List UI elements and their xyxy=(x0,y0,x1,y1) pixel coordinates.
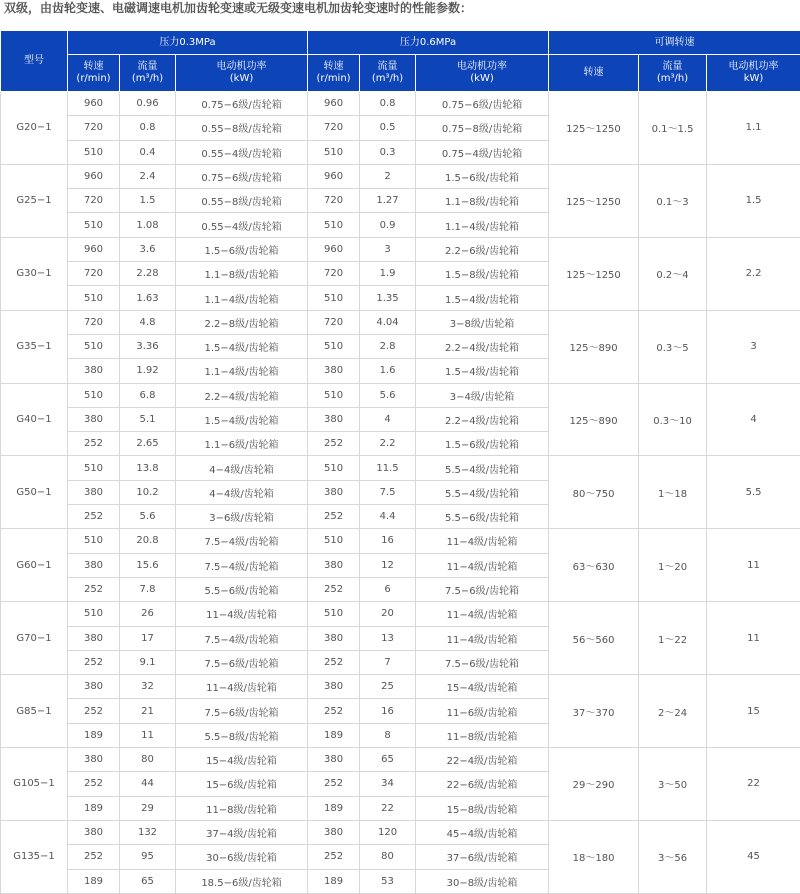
speed-cell: 510 xyxy=(308,383,360,407)
power-cell: 7.5−4级/齿轮箱 xyxy=(176,626,308,650)
flow-cell: 20 xyxy=(360,602,416,626)
speed-cell: 960 xyxy=(308,237,360,261)
speed-cell: 960 xyxy=(308,92,360,116)
adj-speed-cell: 125～1250 xyxy=(549,164,639,237)
speed-cell: 960 xyxy=(308,164,360,188)
power-cell: 1.1−4级/齿轮箱 xyxy=(176,286,308,310)
adj-power-cell: 1.1 xyxy=(707,92,800,165)
power-cell: 2.2−4级/齿轮箱 xyxy=(416,334,549,358)
flow-cell: 95 xyxy=(120,845,176,869)
flow-cell: 8 xyxy=(360,723,416,747)
adj-speed-cell: 63～630 xyxy=(549,529,639,602)
flow-cell: 5.6 xyxy=(120,505,176,529)
flow-cell: 20.8 xyxy=(120,529,176,553)
header-pressure-03: 压力0.3MPa xyxy=(68,31,308,55)
table-row xyxy=(1,529,800,553)
speed-cell: 510 xyxy=(68,334,120,358)
header-adj-speed: 转速 xyxy=(549,55,639,92)
model-cell: G85−1 xyxy=(1,675,68,748)
speed-cell: 252 xyxy=(308,772,360,796)
flow-cell: 13.8 xyxy=(120,456,176,480)
model-cell: G105−1 xyxy=(1,748,68,821)
speed-cell: 252 xyxy=(308,650,360,674)
flow-cell: 2.2 xyxy=(360,432,416,456)
speed-cell: 189 xyxy=(68,723,120,747)
power-cell: 0.75−4级/齿轮箱 xyxy=(416,140,549,164)
speed-cell: 252 xyxy=(68,845,120,869)
adj-flow-cell: 0.1～1.5 xyxy=(639,92,707,165)
table-row xyxy=(1,820,800,844)
flow-cell: 22 xyxy=(360,796,416,820)
power-cell: 30−8级/齿轮箱 xyxy=(416,869,549,893)
header-flow: 流量 (m³/h) xyxy=(120,55,176,92)
header-adj-power: 电动机功率 kW) xyxy=(707,55,800,92)
header-adj-flow: 流量 (m³/h) xyxy=(639,55,707,92)
power-cell: 18.5−6级/齿轮箱 xyxy=(176,869,308,893)
flow-cell: 4.4 xyxy=(360,505,416,529)
speed-cell: 510 xyxy=(68,602,120,626)
header-flow: 流量 (m³/h) xyxy=(360,55,416,92)
adj-power-cell: 11 xyxy=(707,529,800,602)
flow-cell: 1.08 xyxy=(120,213,176,237)
model-cell: G50−1 xyxy=(1,456,68,529)
flow-cell: 2.28 xyxy=(120,262,176,286)
flow-cell: 53 xyxy=(360,869,416,893)
power-cell: 1.5−4级/齿轮箱 xyxy=(416,359,549,383)
power-cell: 0.75−8级/齿轮箱 xyxy=(416,116,549,140)
adj-power-cell: 15 xyxy=(707,675,800,748)
power-cell: 7.5−4级/齿轮箱 xyxy=(176,553,308,577)
flow-cell: 0.8 xyxy=(360,92,416,116)
power-cell: 37−6级/齿轮箱 xyxy=(416,845,549,869)
flow-cell: 16 xyxy=(360,529,416,553)
power-cell: 15−4级/齿轮箱 xyxy=(176,748,308,772)
flow-cell: 44 xyxy=(120,772,176,796)
flow-cell: 2.8 xyxy=(360,334,416,358)
speed-cell: 380 xyxy=(308,675,360,699)
adj-flow-cell: 1～20 xyxy=(639,529,707,602)
power-cell: 7.5−6级/齿轮箱 xyxy=(416,577,549,601)
speed-cell: 510 xyxy=(308,286,360,310)
adj-speed-cell: 125～890 xyxy=(549,310,639,383)
header-pressure-06: 压力0.6MPa xyxy=(308,31,549,55)
flow-cell: 26 xyxy=(120,602,176,626)
flow-cell: 12 xyxy=(360,553,416,577)
model-cell: G20−1 xyxy=(1,92,68,165)
speed-cell: 189 xyxy=(308,796,360,820)
flow-cell: 0.9 xyxy=(360,213,416,237)
speed-cell: 252 xyxy=(308,845,360,869)
power-cell: 30−6级/齿轮箱 xyxy=(176,845,308,869)
power-cell: 3−8级/齿轮箱 xyxy=(416,310,549,334)
adj-flow-cell: 0.2～4 xyxy=(639,237,707,310)
power-cell: 1.5−4级/齿轮箱 xyxy=(416,286,549,310)
power-cell: 0.75−6级/齿轮箱 xyxy=(176,164,308,188)
power-cell: 3−6级/齿轮箱 xyxy=(176,505,308,529)
flow-cell: 65 xyxy=(360,748,416,772)
power-cell: 7.5−6级/齿轮箱 xyxy=(176,699,308,723)
flow-cell: 0.4 xyxy=(120,140,176,164)
speed-cell: 252 xyxy=(308,699,360,723)
power-cell: 0.75−6级/齿轮箱 xyxy=(416,92,549,116)
power-cell: 1.5−8级/齿轮箱 xyxy=(416,262,549,286)
flow-cell: 6.8 xyxy=(120,383,176,407)
header-power: 电动机功率 (kW) xyxy=(176,55,308,92)
power-cell: 5.5−4级/齿轮箱 xyxy=(416,456,549,480)
table-row xyxy=(1,675,800,699)
speed-cell: 380 xyxy=(68,553,120,577)
speed-cell: 380 xyxy=(68,359,120,383)
flow-cell: 4.04 xyxy=(360,310,416,334)
flow-cell: 0.5 xyxy=(360,116,416,140)
adj-flow-cell: 0.3～10 xyxy=(639,383,707,456)
table-row xyxy=(1,748,800,772)
power-cell: 1.1−4级/齿轮箱 xyxy=(176,359,308,383)
model-cell: G60−1 xyxy=(1,529,68,602)
speed-cell: 380 xyxy=(68,407,120,431)
flow-cell: 5.6 xyxy=(360,383,416,407)
flow-cell: 2.4 xyxy=(120,164,176,188)
speed-cell: 380 xyxy=(308,407,360,431)
flow-cell: 1.35 xyxy=(360,286,416,310)
flow-cell: 1.9 xyxy=(360,262,416,286)
table-row xyxy=(1,456,800,480)
speed-cell: 510 xyxy=(308,602,360,626)
power-cell: 11−4级/齿轮箱 xyxy=(176,602,308,626)
table-row xyxy=(1,310,800,334)
model-cell: G135−1 xyxy=(1,820,68,893)
flow-cell: 0.3 xyxy=(360,140,416,164)
power-cell: 1.5−6级/齿轮箱 xyxy=(416,164,549,188)
header-model: 型号 xyxy=(1,31,68,92)
power-cell: 11−8级/齿轮箱 xyxy=(176,796,308,820)
power-cell: 1.5−6级/齿轮箱 xyxy=(416,432,549,456)
speed-cell: 189 xyxy=(308,869,360,893)
flow-cell: 1.63 xyxy=(120,286,176,310)
flow-cell: 32 xyxy=(120,675,176,699)
table-row xyxy=(1,602,800,626)
adj-power-cell: 5.5 xyxy=(707,456,800,529)
power-cell: 0.55−8级/齿轮箱 xyxy=(176,189,308,213)
adj-power-cell: 2.2 xyxy=(707,237,800,310)
adj-speed-cell: 29～290 xyxy=(549,748,639,821)
power-cell: 5.5−8级/齿轮箱 xyxy=(176,723,308,747)
flow-cell: 3.6 xyxy=(120,237,176,261)
header-power: 电动机功率 (kW) xyxy=(416,55,549,92)
model-cell: G70−1 xyxy=(1,602,68,675)
speed-cell: 510 xyxy=(68,456,120,480)
speed-cell: 720 xyxy=(308,189,360,213)
flow-cell: 15.6 xyxy=(120,553,176,577)
speed-cell: 510 xyxy=(68,383,120,407)
model-cell: G25−1 xyxy=(1,164,68,237)
flow-cell: 34 xyxy=(360,772,416,796)
table-row xyxy=(1,92,800,116)
flow-cell: 17 xyxy=(120,626,176,650)
power-cell: 3−4级/齿轮箱 xyxy=(416,383,549,407)
power-cell: 11−4级/齿轮箱 xyxy=(416,602,549,626)
power-cell: 7.5−6级/齿轮箱 xyxy=(416,650,549,674)
power-cell: 0.75−6级/齿轮箱 xyxy=(176,92,308,116)
flow-cell: 11 xyxy=(120,723,176,747)
flow-cell: 132 xyxy=(120,820,176,844)
power-cell: 37−4级/齿轮箱 xyxy=(176,820,308,844)
speed-cell: 720 xyxy=(308,262,360,286)
table-row xyxy=(1,164,800,188)
flow-cell: 1.92 xyxy=(120,359,176,383)
adj-speed-cell: 125～1250 xyxy=(549,237,639,310)
power-cell: 15−8级/齿轮箱 xyxy=(416,796,549,820)
power-cell: 11−8级/齿轮箱 xyxy=(416,723,549,747)
model-cell: G40−1 xyxy=(1,383,68,456)
table-body xyxy=(1,92,800,894)
flow-cell: 2 xyxy=(360,164,416,188)
power-cell: 1.5−6级/齿轮箱 xyxy=(176,237,308,261)
speed-cell: 380 xyxy=(308,748,360,772)
adj-power-cell: 3 xyxy=(707,310,800,383)
power-cell: 1.1−8级/齿轮箱 xyxy=(416,189,549,213)
power-cell: 45−4级/齿轮箱 xyxy=(416,820,549,844)
power-cell: 15−4级/齿轮箱 xyxy=(416,675,549,699)
model-cell: G30−1 xyxy=(1,237,68,310)
adj-power-cell: 11 xyxy=(707,602,800,675)
speed-cell: 960 xyxy=(68,92,120,116)
speed-cell: 510 xyxy=(308,334,360,358)
speed-cell: 189 xyxy=(308,723,360,747)
power-cell: 0.55−4级/齿轮箱 xyxy=(176,140,308,164)
table-row xyxy=(1,237,800,261)
speed-cell: 510 xyxy=(308,140,360,164)
power-cell: 0.55−4级/齿轮箱 xyxy=(176,213,308,237)
adj-power-cell: 4 xyxy=(707,383,800,456)
power-cell: 2.2−4级/齿轮箱 xyxy=(176,383,308,407)
power-cell: 22−4级/齿轮箱 xyxy=(416,748,549,772)
speed-cell: 380 xyxy=(308,480,360,504)
flow-cell: 3 xyxy=(360,237,416,261)
speed-cell: 252 xyxy=(68,577,120,601)
header-speed: 转速 (r/min) xyxy=(308,55,360,92)
table-caption: 双级，由齿轮变速、电磁调速电机加齿轮变速或无级变速电机加齿轮变速时的性能参数： xyxy=(4,1,473,15)
flow-cell: 0.96 xyxy=(120,92,176,116)
speed-cell: 380 xyxy=(308,553,360,577)
power-cell: 1.5−4级/齿轮箱 xyxy=(176,407,308,431)
flow-cell: 0.8 xyxy=(120,116,176,140)
power-cell: 2.2−4级/齿轮箱 xyxy=(416,407,549,431)
speed-cell: 510 xyxy=(308,529,360,553)
flow-cell: 7.5 xyxy=(360,480,416,504)
table-row xyxy=(1,383,800,407)
speed-cell: 380 xyxy=(308,820,360,844)
power-cell: 5.5−6级/齿轮箱 xyxy=(416,505,549,529)
speed-cell: 380 xyxy=(308,359,360,383)
power-cell: 7.5−6级/齿轮箱 xyxy=(176,650,308,674)
adj-power-cell: 22 xyxy=(707,748,800,821)
adj-speed-cell: 37～370 xyxy=(549,675,639,748)
speed-cell: 380 xyxy=(68,626,120,650)
flow-cell: 25 xyxy=(360,675,416,699)
speed-cell: 720 xyxy=(308,116,360,140)
adj-flow-cell: 2～24 xyxy=(639,675,707,748)
speed-cell: 720 xyxy=(68,310,120,334)
power-cell: 5.5−4级/齿轮箱 xyxy=(416,480,549,504)
flow-cell: 65 xyxy=(120,869,176,893)
speed-cell: 960 xyxy=(68,164,120,188)
speed-cell: 252 xyxy=(68,505,120,529)
speed-cell: 510 xyxy=(308,213,360,237)
flow-cell: 120 xyxy=(360,820,416,844)
speed-cell: 252 xyxy=(68,772,120,796)
flow-cell: 80 xyxy=(120,748,176,772)
speed-cell: 380 xyxy=(68,820,120,844)
adj-power-cell: 1.5 xyxy=(707,164,800,237)
header-adjustable-speed: 可调转速 xyxy=(549,31,800,55)
speed-cell: 252 xyxy=(308,577,360,601)
flow-cell: 1.5 xyxy=(120,189,176,213)
adj-speed-cell: 125～1250 xyxy=(549,92,639,165)
adj-flow-cell: 0.1～3 xyxy=(639,164,707,237)
speed-cell: 510 xyxy=(308,456,360,480)
speed-cell: 252 xyxy=(308,432,360,456)
power-cell: 4−4级/齿轮箱 xyxy=(176,480,308,504)
flow-cell: 21 xyxy=(120,699,176,723)
flow-cell: 11.5 xyxy=(360,456,416,480)
flow-cell: 13 xyxy=(360,626,416,650)
flow-cell: 3.36 xyxy=(120,334,176,358)
adj-flow-cell: 3～56 xyxy=(639,820,707,893)
speed-cell: 252 xyxy=(308,505,360,529)
header-speed: 转速 (r/min) xyxy=(68,55,120,92)
adj-flow-cell: 3～50 xyxy=(639,748,707,821)
power-cell: 15−6级/齿轮箱 xyxy=(176,772,308,796)
speed-cell: 252 xyxy=(68,432,120,456)
speed-cell: 510 xyxy=(68,140,120,164)
flow-cell: 4 xyxy=(360,407,416,431)
flow-cell: 4.8 xyxy=(120,310,176,334)
speed-cell: 510 xyxy=(68,529,120,553)
power-cell: 11−4级/齿轮箱 xyxy=(416,553,549,577)
flow-cell: 10.2 xyxy=(120,480,176,504)
adj-speed-cell: 18～180 xyxy=(549,820,639,893)
flow-cell: 29 xyxy=(120,796,176,820)
flow-cell: 6 xyxy=(360,577,416,601)
speed-cell: 510 xyxy=(68,213,120,237)
power-cell: 11−4级/齿轮箱 xyxy=(416,529,549,553)
speed-cell: 380 xyxy=(68,480,120,504)
adj-flow-cell: 0.3～5 xyxy=(639,310,707,383)
adj-speed-cell: 56～560 xyxy=(549,602,639,675)
power-cell: 11−6级/齿轮箱 xyxy=(416,699,549,723)
power-cell: 4−4级/齿轮箱 xyxy=(176,456,308,480)
flow-cell: 16 xyxy=(360,699,416,723)
performance-table xyxy=(0,30,800,894)
power-cell: 5.5−6级/齿轮箱 xyxy=(176,577,308,601)
adj-power-cell: 45 xyxy=(707,820,800,893)
speed-cell: 720 xyxy=(68,116,120,140)
speed-cell: 720 xyxy=(68,262,120,286)
power-cell: 1.1−8级/齿轮箱 xyxy=(176,262,308,286)
power-cell: 7.5−4级/齿轮箱 xyxy=(176,529,308,553)
flow-cell: 7 xyxy=(360,650,416,674)
speed-cell: 380 xyxy=(68,748,120,772)
adj-speed-cell: 125～890 xyxy=(549,383,639,456)
flow-cell: 7.8 xyxy=(120,577,176,601)
speed-cell: 720 xyxy=(308,310,360,334)
power-cell: 11−4级/齿轮箱 xyxy=(416,626,549,650)
speed-cell: 189 xyxy=(68,869,120,893)
flow-cell: 5.1 xyxy=(120,407,176,431)
model-cell: G35−1 xyxy=(1,310,68,383)
power-cell: 1.1−4级/齿轮箱 xyxy=(416,213,549,237)
power-cell: 2.2−6级/齿轮箱 xyxy=(416,237,549,261)
flow-cell: 2.65 xyxy=(120,432,176,456)
power-cell: 2.2−8级/齿轮箱 xyxy=(176,310,308,334)
speed-cell: 380 xyxy=(68,675,120,699)
adj-flow-cell: 1～18 xyxy=(639,456,707,529)
speed-cell: 720 xyxy=(68,189,120,213)
speed-cell: 960 xyxy=(68,237,120,261)
power-cell: 1.1−6级/齿轮箱 xyxy=(176,432,308,456)
power-cell: 1.5−4级/齿轮箱 xyxy=(176,334,308,358)
speed-cell: 510 xyxy=(68,286,120,310)
power-cell: 22−6级/齿轮箱 xyxy=(416,772,549,796)
flow-cell: 1.27 xyxy=(360,189,416,213)
flow-cell: 1.6 xyxy=(360,359,416,383)
speed-cell: 252 xyxy=(68,699,120,723)
speed-cell: 189 xyxy=(68,796,120,820)
speed-cell: 252 xyxy=(68,650,120,674)
flow-cell: 80 xyxy=(360,845,416,869)
power-cell: 0.55−8级/齿轮箱 xyxy=(176,116,308,140)
adj-speed-cell: 80～750 xyxy=(549,456,639,529)
power-cell: 11−4级/齿轮箱 xyxy=(176,675,308,699)
adj-flow-cell: 1～22 xyxy=(639,602,707,675)
speed-cell: 380 xyxy=(308,626,360,650)
flow-cell: 9.1 xyxy=(120,650,176,674)
